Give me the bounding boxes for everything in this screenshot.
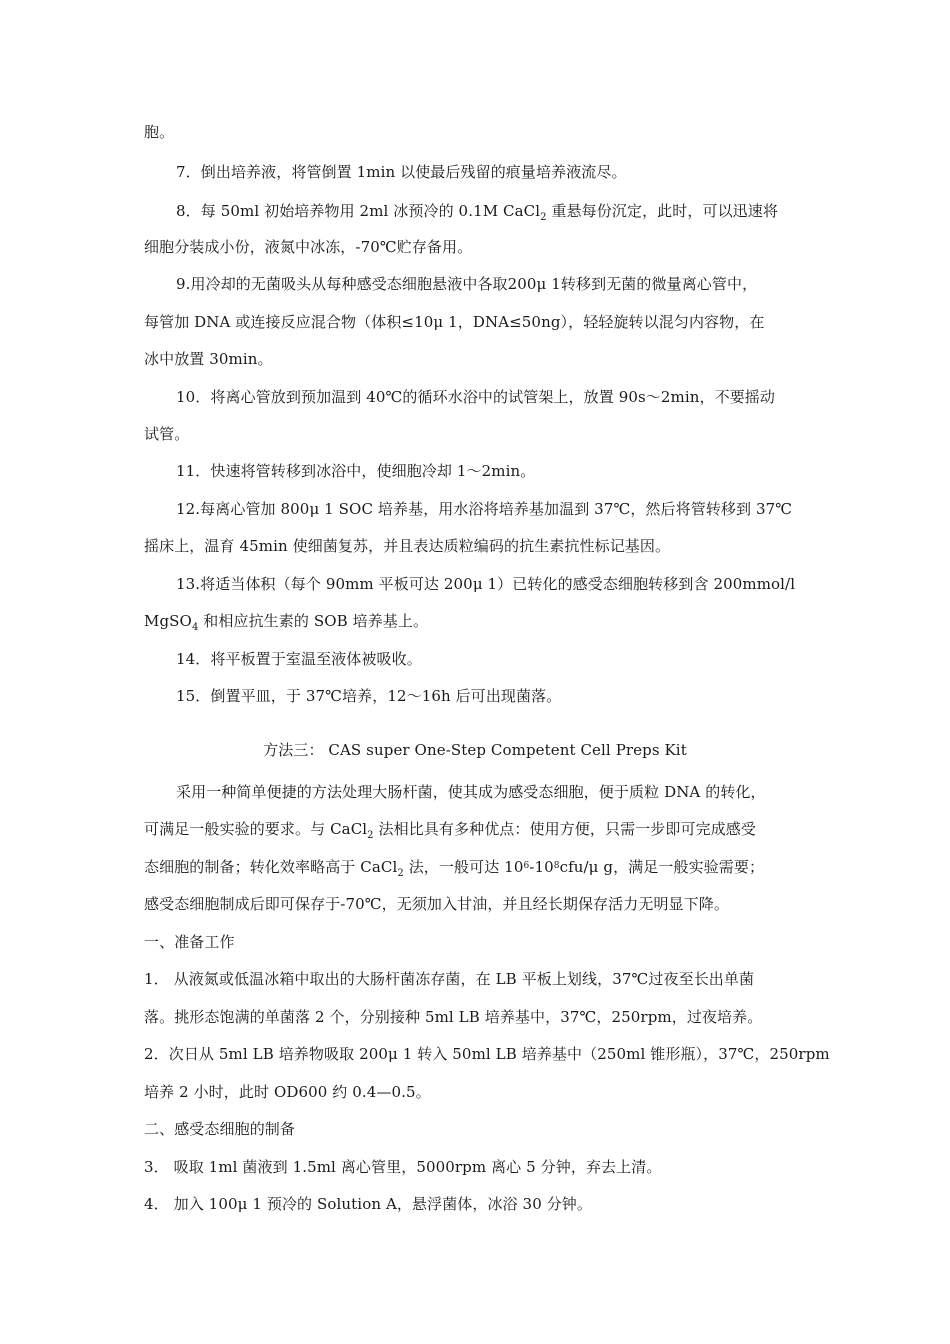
step-2-line: 2．次日从 5ml LB 培养物吸取 200μ 1 转入 50ml LB 培养基中（250ml 锥形瓶），37℃，250rpm — [144, 1045, 830, 1063]
step-11-line: 11．快速将管转移到冰浴中，使细胞冷却 1～2min。 — [176, 462, 536, 480]
step-13-line: 13.将适当体积（每个 90mm 平板可达 200μ 1）已转化的感受态细胞转移到含 200mmol/l — [176, 575, 796, 593]
step-8-line: 8．每 50ml 初始培养物用 2ml 冰预冷的 0.1M CaCl$_2$ 重悬每份沉定，此时，可以迅速将 — [176, 202, 778, 223]
step-10-line: 10．将离心管放到预加温到 40℃的循环水浴中的试管架上，放置 90s～2min，不要摇动 — [176, 388, 776, 406]
paragraph-line: MgSO$_4$ 和相应抗生素的 SOB 培养基上。 — [144, 612, 429, 633]
paragraph-line: 细胞分装成小份，液氮中冰冻，-70℃贮存备用。 — [144, 238, 473, 256]
step-3-line: 3． 吸取 1ml 菌液到 1.5ml 离心管里，5000rpm 离心 5 分钟，弃去上清。 — [144, 1158, 662, 1176]
paragraph-line: 试管。 — [144, 425, 190, 443]
step-1-line: 1． 从液氮或低温冰箱中取出的大肠杆菌冻存菌，在 LB 平板上划线，37℃过夜至长出单菌 — [144, 970, 755, 988]
section-heading-cells: 二、感受态细胞的制备 — [144, 1120, 296, 1138]
paragraph-line: 态细胞的制备；转化效率略高于 CaCl$_2$ 法，一般可达 $10^6-10^8cfu/\mu$ g，满足一般实验需要； — [144, 858, 765, 879]
step-9-line: 9.用冷却的无菌吸头从每种感受态细胞悬液中各取200μ 1转移到无菌的微量离心管中， — [176, 275, 758, 293]
paragraph-line: 每管加 DNA 或连接反应混合物（体积≤10μ 1，DNA≤50ng），轻轻旋转以混匀内容物，在 — [144, 313, 765, 331]
paragraph-line: 可满足一般实验的要求。与 CaCl$_2$ 法相比具有多种优点：使用方便，只需一步即可完成感受 — [144, 820, 757, 841]
intro-line: 采用一种简单便捷的方法处理大肠杆菌，使其成为感受态细胞，便于质粒 DNA 的转化， — [176, 783, 766, 801]
method-heading: 方法三： CAS super One-Step Competent Cell Preps Kit — [263, 741, 687, 759]
paragraph-line: 感受态细胞制成后即可保存于-70℃，无须加入甘油，并且经长期保存活力无明显下降。 — [144, 895, 729, 913]
step-12-line: 12.每离心管加 800μ 1 SOC 培养基，用水浴将培养基加温到 37℃，然后将管转移到 37℃ — [176, 500, 793, 518]
section-heading-prep: 一、准备工作 — [144, 933, 235, 951]
step-14-line: 14．将平板置于室温至液体被吸收。 — [176, 650, 422, 668]
paragraph-line: 摇床上，温育 45min 使细菌复苏，并且表达质粒编码的抗生素抗性标记基因。 — [144, 537, 671, 555]
paragraph-line: 冰中放置 30min。 — [144, 350, 273, 368]
paragraph-line: 培养 2 小时，此时 OD600 约 0.4—0.5。 — [144, 1083, 431, 1101]
step-15-line: 15．倒置平皿，于 37℃培养，12～16h 后可出现菌落。 — [176, 687, 562, 705]
paragraph-line: 胞。 — [144, 123, 175, 141]
paragraph-line: 落。挑形态饱满的单菌落 2 个，分别接种 5ml LB 培养基中，37℃，250rpm，过夜培养。 — [144, 1008, 763, 1026]
step-7-line: 7．倒出培养液，将管倒置 1min 以使最后残留的痕量培养液流尽。 — [176, 163, 627, 181]
step-4-line: 4． 加入 100μ 1 预冷的 Solution A，悬浮菌体，冰浴 30 分钟。 — [144, 1195, 593, 1213]
